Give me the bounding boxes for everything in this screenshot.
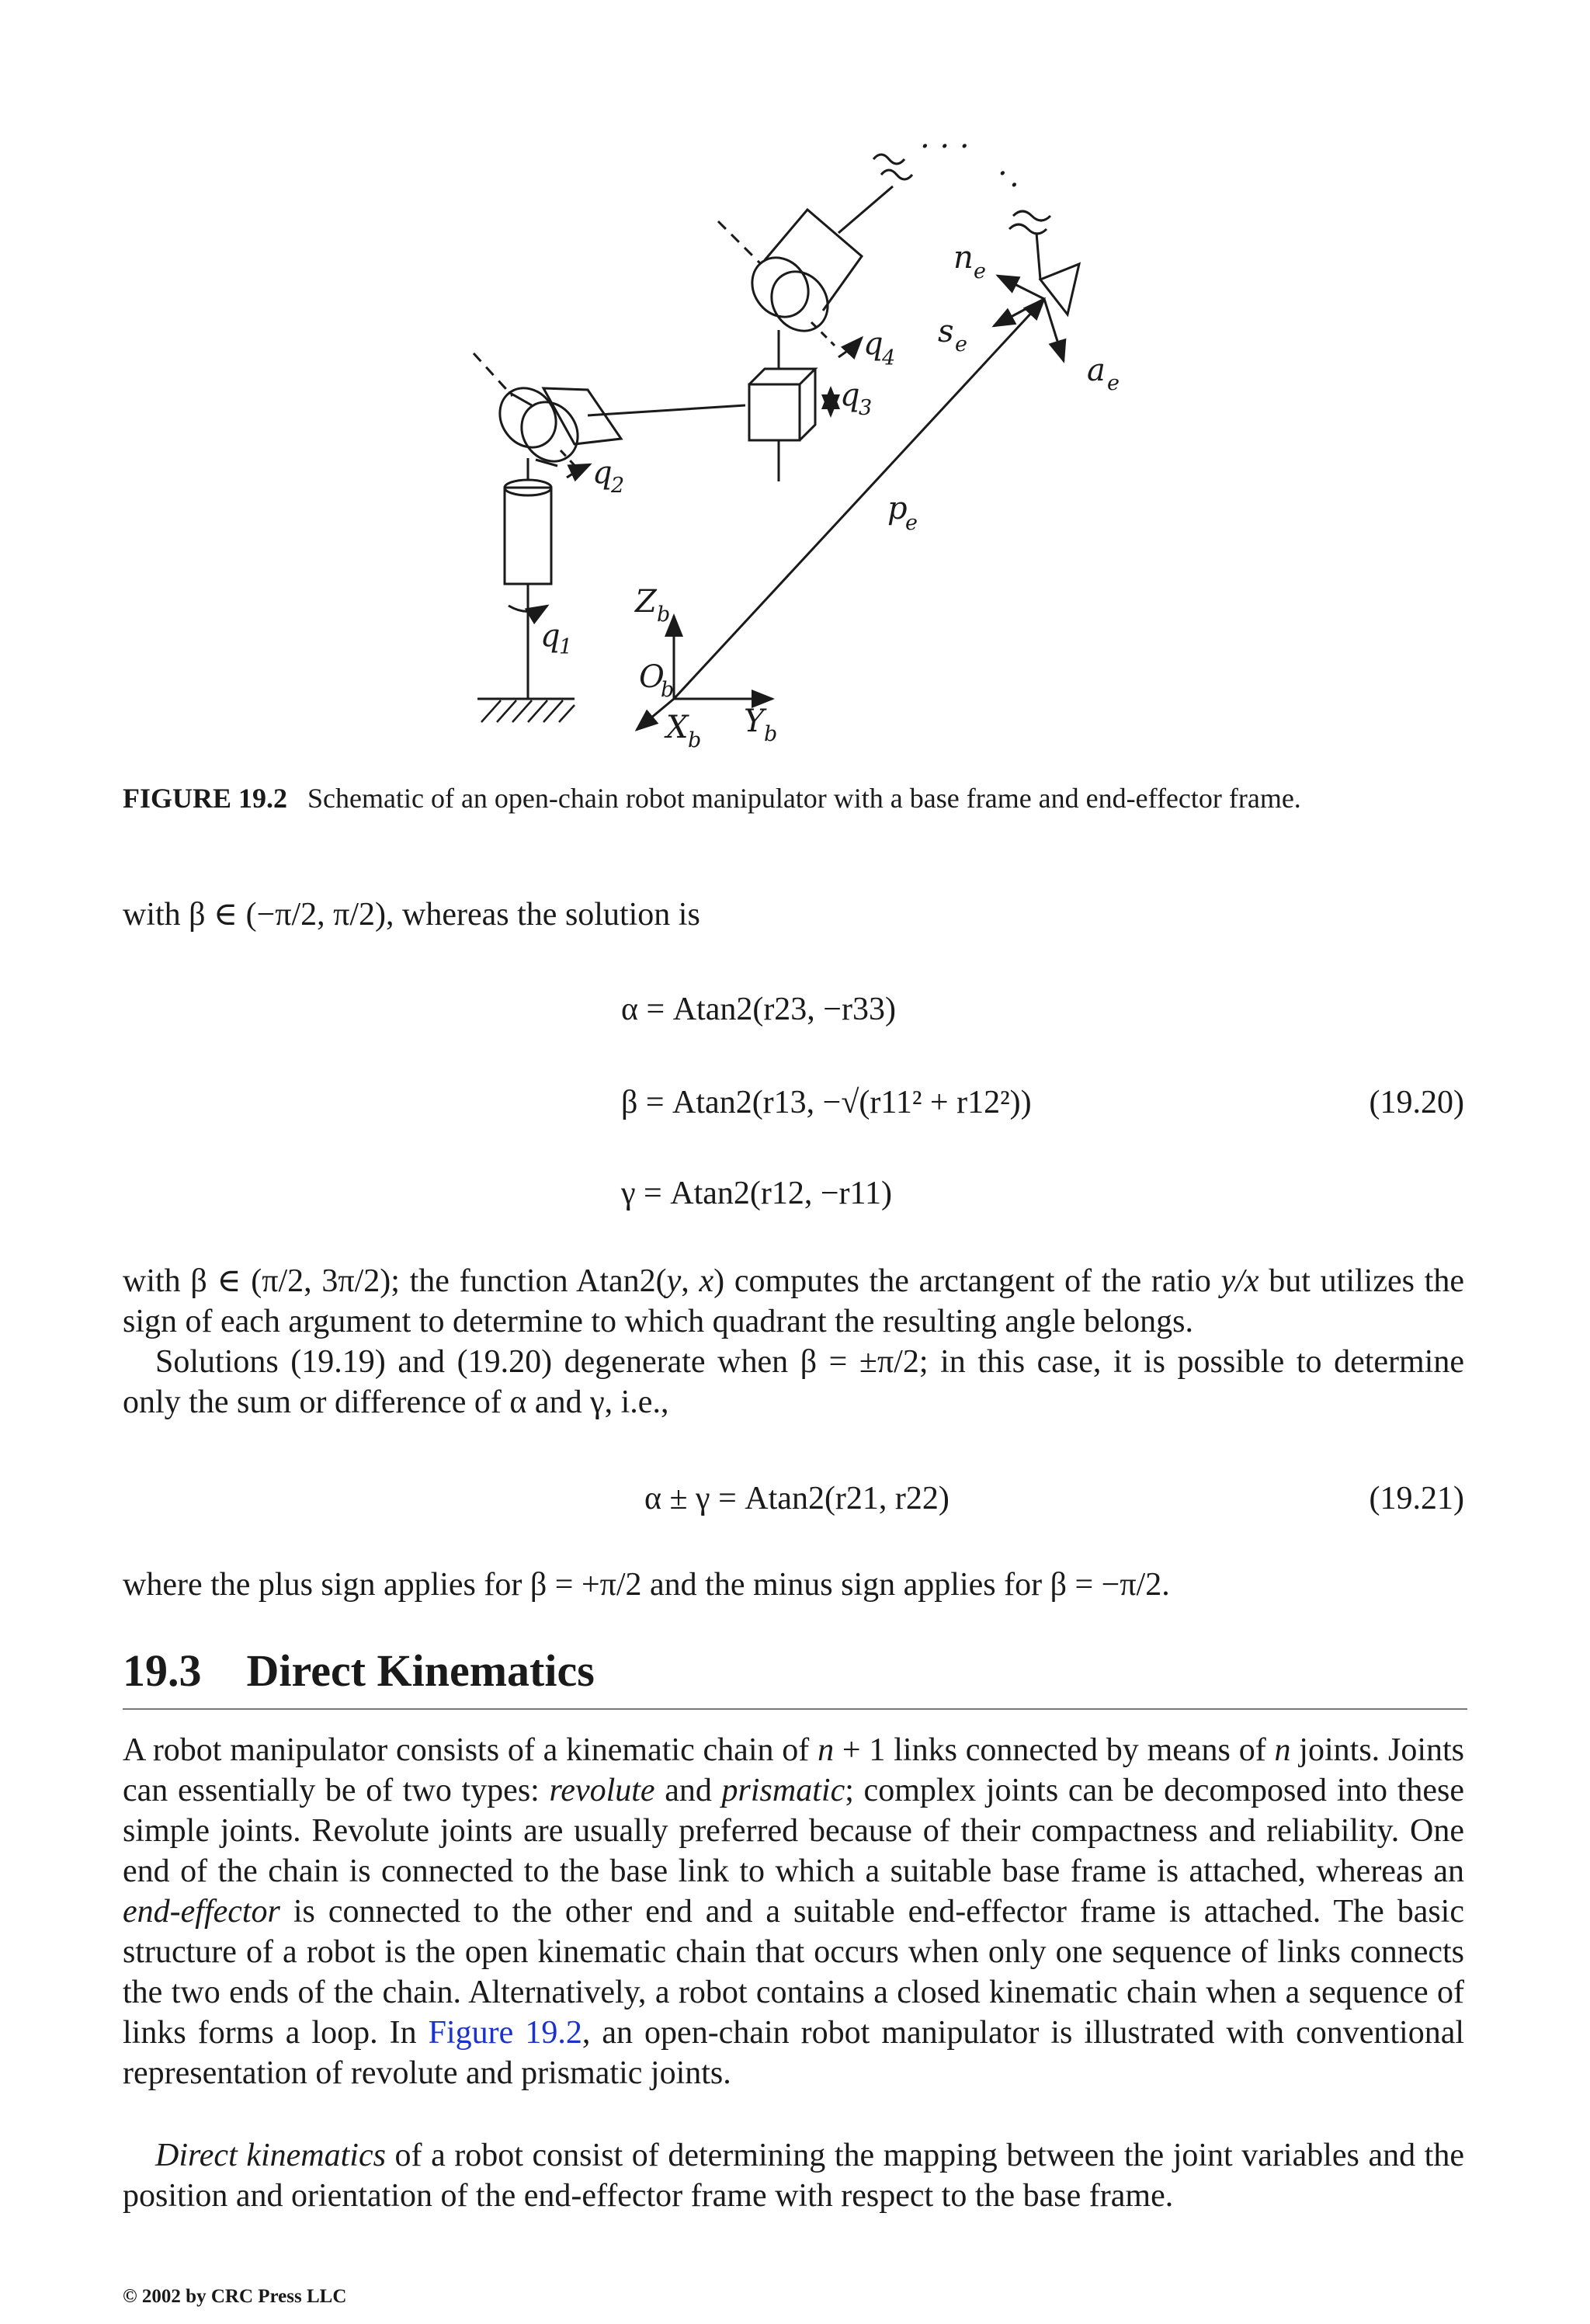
var-n: n <box>1274 1732 1291 1768</box>
cylinder-link <box>505 488 551 584</box>
label-q3-sub: 3 <box>859 396 873 420</box>
text-run: ; in this case, it is possible to determine only the sum or difference of <box>123 1344 1464 1420</box>
text-run: is connected to the other end and a suitable end-effector frame is attached. The basic structure of a robot is the open kinematic chain that occurs when only one sequence of links connects the two ends of the chain. Alternatively, a robot contains a closed kinematic chain when a sequence of links forms a loop. In <box>123 1894 1464 2051</box>
q4-arrow <box>838 338 862 357</box>
link-2 <box>588 405 745 415</box>
beta-pm: β = ±π/2 <box>800 1344 919 1380</box>
text-run: . <box>1161 1567 1170 1603</box>
text-run: where the plus sign applies for <box>123 1567 530 1603</box>
text-run: with <box>123 897 189 933</box>
text-run: joints. Joints can essentially be of two types: <box>123 1732 1465 1808</box>
ground-hatch <box>481 700 575 722</box>
equation-number-19-20: (19.20) <box>1369 1085 1464 1120</box>
label-q2-sub: 2 <box>611 474 625 498</box>
text-run: , whereas the solution is <box>386 897 700 933</box>
ratio-yx: y/x <box>1220 1263 1259 1299</box>
term-direct-kinematics: Direct kinematics <box>155 2138 386 2173</box>
label-yb: Y <box>744 703 765 739</box>
beta-minus: β = −π/2 <box>1050 1567 1162 1603</box>
section-title: Direct Kinematics <box>246 1645 595 1696</box>
label-ob: O <box>639 659 665 695</box>
figure-caption <box>123 782 1474 815</box>
equation-beta: β = Atan2(r13, −√(r11² + r12²)) <box>621 1085 1032 1120</box>
figure-caption-text: Schematic of an open-chain robot manipulator with a base frame and end-effector frame. <box>307 783 1301 814</box>
paragraph-manipulator <box>123 1730 1464 2093</box>
section-heading <box>123 1645 595 1697</box>
equation-number-19-21: (19.21) <box>1369 1481 1464 1516</box>
var-x: x <box>699 1263 714 1299</box>
figure-caption-label: FIGURE 19.2 <box>123 783 288 814</box>
ae-arrow <box>1044 299 1064 361</box>
var-y: y <box>666 1263 682 1299</box>
equation-alpha-pm-gamma: α ± γ = Atan2(r21, r22) <box>644 1481 949 1516</box>
wavy-break-1 <box>873 155 912 179</box>
wavy-break-2 <box>1009 211 1050 234</box>
label-ne: n <box>953 240 974 276</box>
joint4-axis <box>718 221 761 264</box>
text-run: ; the function Atan2( <box>391 1263 667 1299</box>
text-run: and the minus sign applies for <box>641 1567 1050 1603</box>
label-yb-sub: b <box>764 722 778 746</box>
text-run: and <box>654 1773 722 1808</box>
text-run: , an open-chain robot manipulator is illustrated with conventional representation of revolute and prismatic joints. <box>123 2015 1465 2091</box>
continuation-dot-end-2: . <box>1009 158 1019 194</box>
section-rule <box>123 1708 1467 1710</box>
paragraph-signs <box>123 1565 1464 1605</box>
label-pe-sub: e <box>905 511 918 535</box>
figure-link[interactable]: Figure 19.2 <box>428 2015 582 2051</box>
label-q1: q <box>540 618 561 654</box>
label-ae-sub: e <box>1107 371 1120 395</box>
label-se-sub: e <box>955 332 967 356</box>
text-run: Solutions (19.19) and (19.20) degenerate when <box>155 1344 800 1380</box>
text-run: + 1 links connected by means of <box>834 1732 1275 1768</box>
label-ae: a <box>1087 353 1106 388</box>
section-number: 19.3 <box>123 1645 202 1696</box>
paragraph-degenerate <box>123 1342 1464 1423</box>
joint2-axis <box>474 353 512 396</box>
term-revolute: revolute <box>549 1773 655 1808</box>
copyright-footer: © 2002 by CRC Press LLC <box>123 2286 347 2307</box>
se-arrow <box>994 299 1044 326</box>
beta-interval: β ∈ (−π/2, π/2) <box>189 897 387 933</box>
ne-arrow <box>998 276 1044 299</box>
label-q4: q <box>863 326 884 362</box>
beta-interval-2: β ∈ (π/2, 3π/2) <box>190 1263 391 1299</box>
pe-vector <box>674 299 1044 699</box>
label-xb-sub: b <box>688 728 702 752</box>
text-run: ) computes the arctangent of the ratio <box>713 1263 1221 1299</box>
label-pe: p <box>887 491 908 526</box>
robot-manipulator-figure <box>0 0 1590 776</box>
text-run: with <box>123 1263 191 1299</box>
beta-plus: β = +π/2 <box>529 1567 642 1603</box>
revolute-joint-2 <box>488 377 589 473</box>
text-run: but utilizes the sign of each argument to determine to which quadrant the resulting angle belongs. <box>123 1263 1464 1339</box>
term-prismatic: prismatic <box>721 1773 845 1808</box>
label-ne-sub: e <box>974 259 986 283</box>
text-run: of a robot consist of determining the mapping between the joint variables and the position and orientation of the end-effector frame with respect to the base frame. <box>123 2138 1464 2214</box>
text-run: , <box>681 1263 700 1299</box>
continuation-dots: . . . <box>920 120 970 155</box>
text-run: and <box>526 1384 591 1420</box>
robot-schematic <box>0 0 1590 776</box>
label-ob-sub: b <box>661 678 675 702</box>
text-run: ; complex joints can be decomposed into these simple joints. Revolute joints are usually preferred because of their compactness and reliability. One end of the chain is connected to the base link to which a suitable base frame is attached, whereas an <box>123 1773 1464 1889</box>
equation-alpha: α = Atan2(r23, −r33) <box>621 992 896 1027</box>
label-zb: Z <box>635 584 657 620</box>
label-q1-sub: 1 <box>559 635 573 659</box>
label-q4-sub: 4 <box>882 346 896 370</box>
equation-gamma: γ = Atan2(r12, −r11) <box>621 1176 892 1211</box>
paragraph-atan2 <box>123 1261 1464 1342</box>
label-zb-sub: b <box>657 603 671 627</box>
prismatic-joint-3 <box>749 369 815 440</box>
link-4 <box>838 186 893 233</box>
label-se: s <box>938 314 954 349</box>
continuation-dot-end: . <box>998 147 1008 182</box>
label-q2: q <box>592 455 613 491</box>
text-run: , i.e., <box>604 1384 669 1420</box>
paragraph-direct-kinematics <box>123 2135 1464 2216</box>
symbol-gamma: γ <box>590 1384 605 1420</box>
label-xb: X <box>666 710 689 745</box>
q2-arrow <box>567 464 590 478</box>
text-run: A robot manipulator consists of a kinematic chain of <box>123 1732 818 1768</box>
label-q3: q <box>840 377 860 413</box>
term-end-effector: end-effector <box>123 1894 280 1930</box>
intro-line <box>123 895 1464 935</box>
var-n: n <box>818 1732 835 1768</box>
symbol-alpha: α <box>509 1384 527 1420</box>
